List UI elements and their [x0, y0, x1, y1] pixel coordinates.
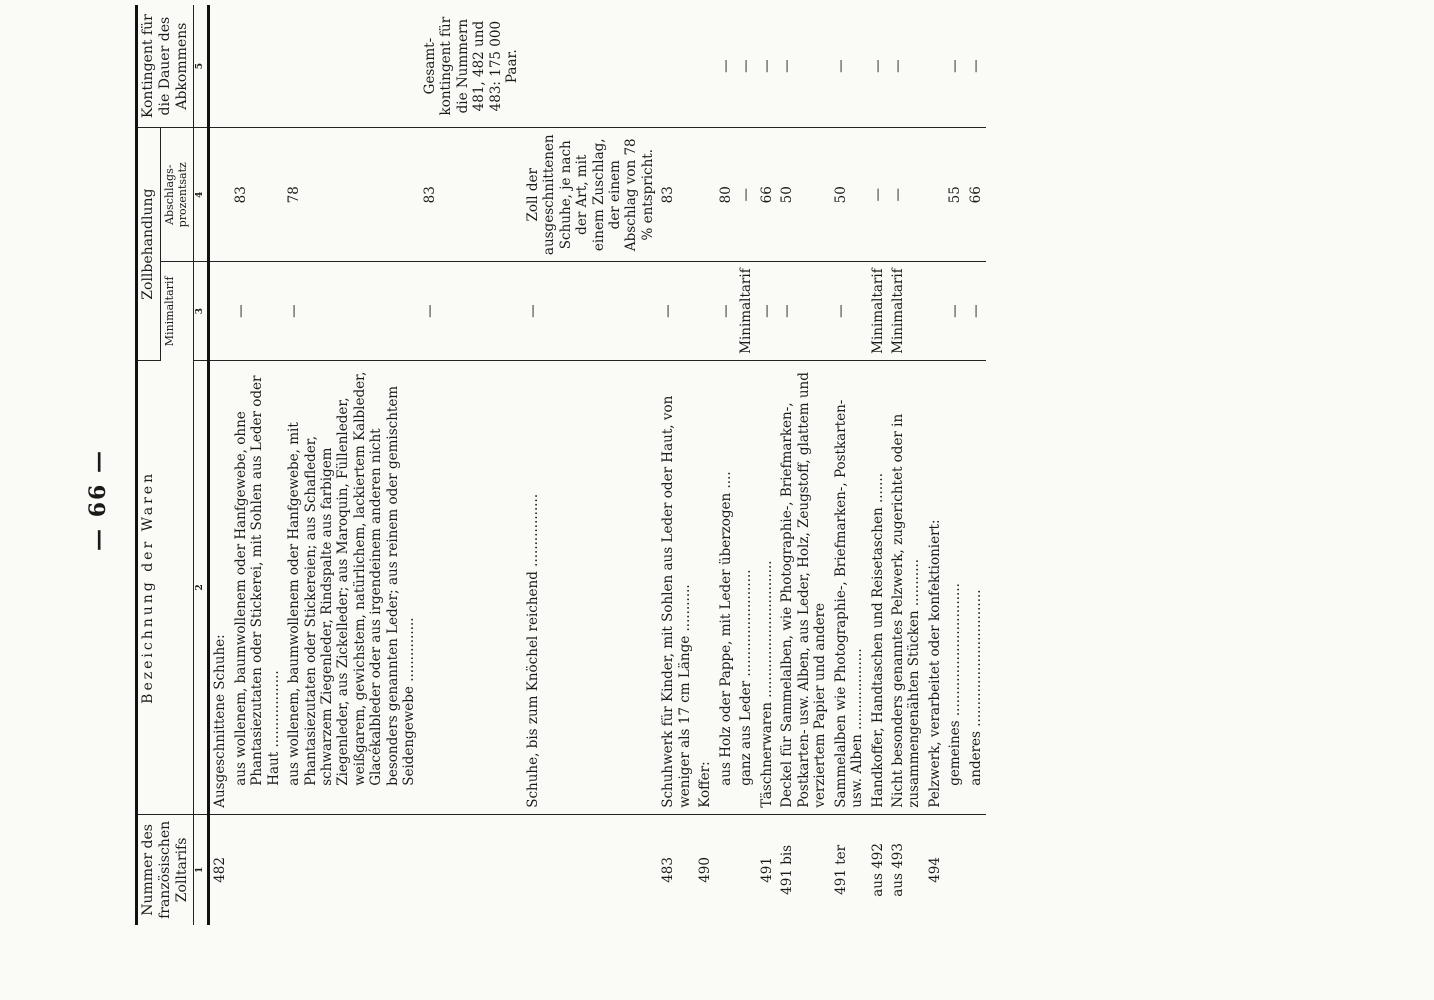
tariff-number [420, 814, 523, 925]
minimaltarif-cell [716, 262, 736, 361]
tariff-number-text: 491 [758, 857, 775, 883]
abschlag-cell-text: — [869, 188, 886, 202]
abschlag-cell [831, 128, 868, 262]
kontingent-cell-text: — [779, 59, 796, 73]
goods-description-text: Schuhe, bis zum Knöchel reichend ................. [524, 493, 541, 808]
minimaltarif-cell-text: — [421, 304, 438, 318]
minimaltarif-cell [777, 262, 830, 361]
goods-description [523, 360, 659, 814]
kontingent-cell-text: Gesamt-kontingent für die Nummern 481, 482 und 483: 175 000 Paar. [421, 16, 521, 116]
kontingent-cell-text: — [832, 59, 849, 73]
goods-description [658, 360, 695, 814]
minimaltarif-cell [888, 262, 925, 361]
tariff-number-text: 483 [660, 857, 677, 883]
kontingent-cell-text: — [738, 59, 755, 73]
minimaltarif-cell [284, 262, 420, 361]
kontingent-cell [925, 5, 945, 128]
table-row [868, 5, 888, 925]
goods-description [695, 360, 715, 814]
abschlag-cell-text: 66 [967, 186, 984, 204]
kontingent-cell [945, 5, 965, 128]
abschlag-cell [888, 128, 925, 262]
abschlag-cell-text: — [738, 188, 755, 202]
goods-description-text: Nicht besonders genanntes Pelzwerk, zugerichtet oder in zusammengenähten Stücken ........... [890, 413, 923, 808]
page-number: — 66 — [85, 449, 111, 551]
goods-description [868, 360, 888, 814]
minimaltarif-cell [757, 262, 777, 361]
abschlag-cell-text: 83 [421, 186, 438, 204]
table-row [209, 5, 231, 925]
tariff-number [925, 814, 945, 925]
abschlag-cell [716, 128, 736, 262]
abschlag-cell-text: 50 [779, 186, 796, 204]
tariff-number [868, 814, 888, 925]
goods-description-text: aus wollenem, baumwollenem oder Hanfgewebe, ohne Phantasiezutaten oder Stickerei, mit Sohlen aus Leder oder Haut .................. [232, 375, 282, 786]
goods-description-text: Ausgeschnittene Schuhe: [212, 634, 229, 808]
table-row [831, 5, 868, 925]
abschlag-cell [658, 128, 695, 262]
tariff-number [231, 814, 284, 925]
minimaltarif-cell-text: Minimaltarif [869, 268, 886, 354]
tariff-number-text: 491 bis [779, 844, 796, 895]
abschlag-cell [209, 128, 231, 262]
tariff-table [135, 5, 986, 925]
goods-description [209, 360, 231, 814]
tariff-number [695, 814, 715, 925]
abschlag-cell [925, 128, 945, 262]
colnum-1: 1 [194, 814, 209, 925]
abschlag-cell [523, 128, 659, 262]
table-row [695, 5, 715, 925]
kontingent-cell-text: — [890, 59, 907, 73]
kontingent-cell [231, 5, 284, 128]
tariff-number [757, 814, 777, 925]
minimaltarif-cell [420, 262, 523, 361]
goods-description-text: Schuhwerk für Kinder, mit Sohlen aus Leder oder Haut, von weniger als 17 cm Länge ........... [660, 395, 693, 808]
tariff-number [658, 814, 695, 925]
abschlag-cell [736, 128, 756, 262]
goods-description-text: Pelzwerk, verarbeitet oder konfektioniert: [926, 519, 943, 808]
minimaltarif-cell-text: — [524, 304, 541, 318]
goods-description [966, 360, 986, 814]
minimaltarif-cell-text: — [832, 304, 849, 318]
goods-description-text: aus wollenem, baumwollenem oder Hanfgewebe, mit Phantasiezutaten oder Stickereien; aus Schafleder, schwarzem Ziegenleder, Rindspalte aus farbigem Ziegenleder, aus Zickelleder; aus Maroquin, Füllenleder, weißgarem, gewichstem, natürlichem, lackiertem Kalbleder, Glacékalbleder oder aus irgendeinem anderen nicht besonders genannten Leder; aus reinem oder gemischtem Seidengewebe ............... [286, 371, 418, 786]
tariff-number-text: 494 [926, 857, 943, 883]
table-row [925, 5, 945, 925]
tariff-number-text: 491 ter [832, 844, 849, 895]
minimaltarif-cell [945, 262, 965, 361]
minimaltarif-cell [658, 262, 695, 361]
tariff-number [736, 814, 756, 925]
table-row [523, 5, 659, 925]
minimaltarif-cell [695, 262, 715, 361]
kontingent-cell [209, 5, 231, 128]
kontingent-cell [888, 5, 925, 128]
table-row [420, 5, 523, 925]
minimaltarif-cell [231, 262, 284, 361]
minimaltarif-cell-text: — [232, 304, 249, 318]
dfg-watermark [1418, 6, 1432, 996]
abschlag-cell-text: 66 [758, 186, 775, 204]
colnum-2: 2 [194, 360, 209, 814]
goods-description-text: Handkoffer, Handtaschen und Reisetaschen ....... [869, 472, 886, 808]
tariff-number [831, 814, 868, 925]
tariff-number [523, 814, 659, 925]
table-row [716, 5, 736, 925]
goods-description-text: Sammelalben wie Photographie-, Briefmarken-, Postkarten- usw. Alben ................... [832, 399, 866, 808]
tariff-number-text: aus 492 [869, 843, 886, 897]
table-row [231, 5, 284, 925]
goods-description-text: gemeines ............................... [947, 583, 964, 786]
abschlag-cell [945, 128, 965, 262]
kontingent-cell [966, 5, 986, 128]
abschlag-cell-text: Zoll der ausgeschnittenen Schuhe, je nach der Art, mit einem Zuschlag, der einem Abschlag von 78 % entspricht. [524, 134, 656, 256]
abschlag-cell-text: 83 [660, 186, 677, 204]
header-col1: Nummer des französischen Zolltarifs [137, 814, 194, 925]
goods-description [231, 360, 284, 814]
goods-description [757, 360, 777, 814]
header-col4: Abschlags-prozentsatz [161, 128, 194, 262]
tariff-number [945, 814, 965, 925]
minimaltarif-cell-text: — [779, 304, 796, 318]
abschlag-cell-text: 80 [717, 186, 734, 204]
goods-description [831, 360, 868, 814]
colnum-4: 4 [194, 128, 209, 262]
abschlag-cell-text: 83 [232, 186, 249, 204]
tariff-number [777, 814, 830, 925]
abschlag-cell-text: 50 [832, 186, 849, 204]
minimaltarif-cell-text: — [967, 304, 984, 318]
goods-description-text: ganz aus Leder ......................... [738, 569, 755, 786]
table-row [966, 5, 986, 925]
kontingent-cell-text: — [967, 59, 984, 73]
minimaltarif-cell-text: — [758, 304, 775, 318]
abschlag-cell [284, 128, 420, 262]
abschlag-cell [777, 128, 830, 262]
goods-description [716, 360, 736, 814]
kontingent-cell-text: — [869, 59, 886, 73]
goods-description-text: Täschnerwaren ................................ [758, 560, 775, 808]
abschlag-cell-text: 78 [286, 186, 303, 204]
kontingent-cell [716, 5, 736, 128]
abschlag-cell [757, 128, 777, 262]
minimaltarif-cell [868, 262, 888, 361]
minimaltarif-cell [736, 262, 756, 361]
abschlag-cell [231, 128, 284, 262]
abschlag-cell-text: — [890, 188, 907, 202]
minimaltarif-cell-text: — [717, 304, 734, 318]
tariff-number [284, 814, 420, 925]
minimaltarif-cell [966, 262, 986, 361]
goods-description [888, 360, 925, 814]
minimaltarif-cell [925, 262, 945, 361]
kontingent-cell [777, 5, 830, 128]
goods-description [736, 360, 756, 814]
tariff-number-text: 490 [697, 857, 714, 883]
kontingent-cell [868, 5, 888, 128]
kontingent-cell-text: — [758, 59, 775, 73]
minimaltarif-cell-text: — [286, 304, 303, 318]
kontingent-cell [523, 5, 659, 128]
goods-description-text: anderes ................................ [967, 589, 984, 786]
goods-description [777, 360, 830, 814]
tariff-number [716, 814, 736, 925]
kontingent-cell [757, 5, 777, 128]
abschlag-cell [868, 128, 888, 262]
abschlag-cell-text: 55 [947, 186, 964, 204]
goods-description-text: Koffer: [697, 761, 714, 808]
kontingent-cell [284, 5, 420, 128]
tariff-number [888, 814, 925, 925]
abschlag-cell [966, 128, 986, 262]
minimaltarif-cell-text: — [947, 304, 964, 318]
kontingent-cell [695, 5, 715, 128]
minimaltarif-cell-text: — [660, 304, 677, 318]
abschlag-cell [695, 128, 715, 262]
kontingent-cell [831, 5, 868, 128]
goods-description-text: Deckel für Sammelalben, wie Photographie-, Briefmarken-, Postkarten- usw. Alben, aus Leder, Holz, Zeugstoff, glattem und verziertem Papier und andere [779, 372, 829, 808]
minimaltarif-cell-text: Minimaltarif [890, 268, 907, 354]
kontingent-cell-text: — [947, 59, 964, 73]
header-col2: Bezeichnung der Waren [137, 360, 194, 814]
tariff-number-text: 482 [212, 857, 229, 883]
colnum-5: 5 [194, 5, 209, 128]
kontingent-cell-text: — [717, 59, 734, 73]
tariff-number [209, 814, 231, 925]
table-row [777, 5, 830, 925]
header-col5: Kontingent für die Dauer des Abkommens [137, 5, 194, 128]
table-row [888, 5, 925, 925]
table-row [736, 5, 756, 925]
goods-description [284, 360, 420, 814]
minimaltarif-cell-text: Minimaltarif [738, 268, 755, 354]
goods-description [945, 360, 965, 814]
kontingent-cell [420, 5, 523, 128]
tariff-number-text: aus 493 [890, 843, 907, 897]
tariff-number [966, 814, 986, 925]
kontingent-cell [658, 5, 695, 128]
goods-description-text: aus Holz oder Pappe, mit Leder überzogen .... [717, 471, 734, 786]
header-col3: Minimaltarif [161, 262, 194, 361]
table-row [945, 5, 965, 925]
minimaltarif-cell [523, 262, 659, 361]
goods-description [420, 360, 523, 814]
minimaltarif-cell [831, 262, 868, 361]
header-zollbehandlung: Zollbehandlung [137, 128, 161, 361]
minimaltarif-cell [209, 262, 231, 361]
goods-description [925, 360, 945, 814]
table-row [658, 5, 695, 925]
table-row [284, 5, 420, 925]
colnum-3: 3 [194, 262, 209, 361]
abschlag-cell [420, 128, 523, 262]
kontingent-cell [736, 5, 756, 128]
table-row [757, 5, 777, 925]
